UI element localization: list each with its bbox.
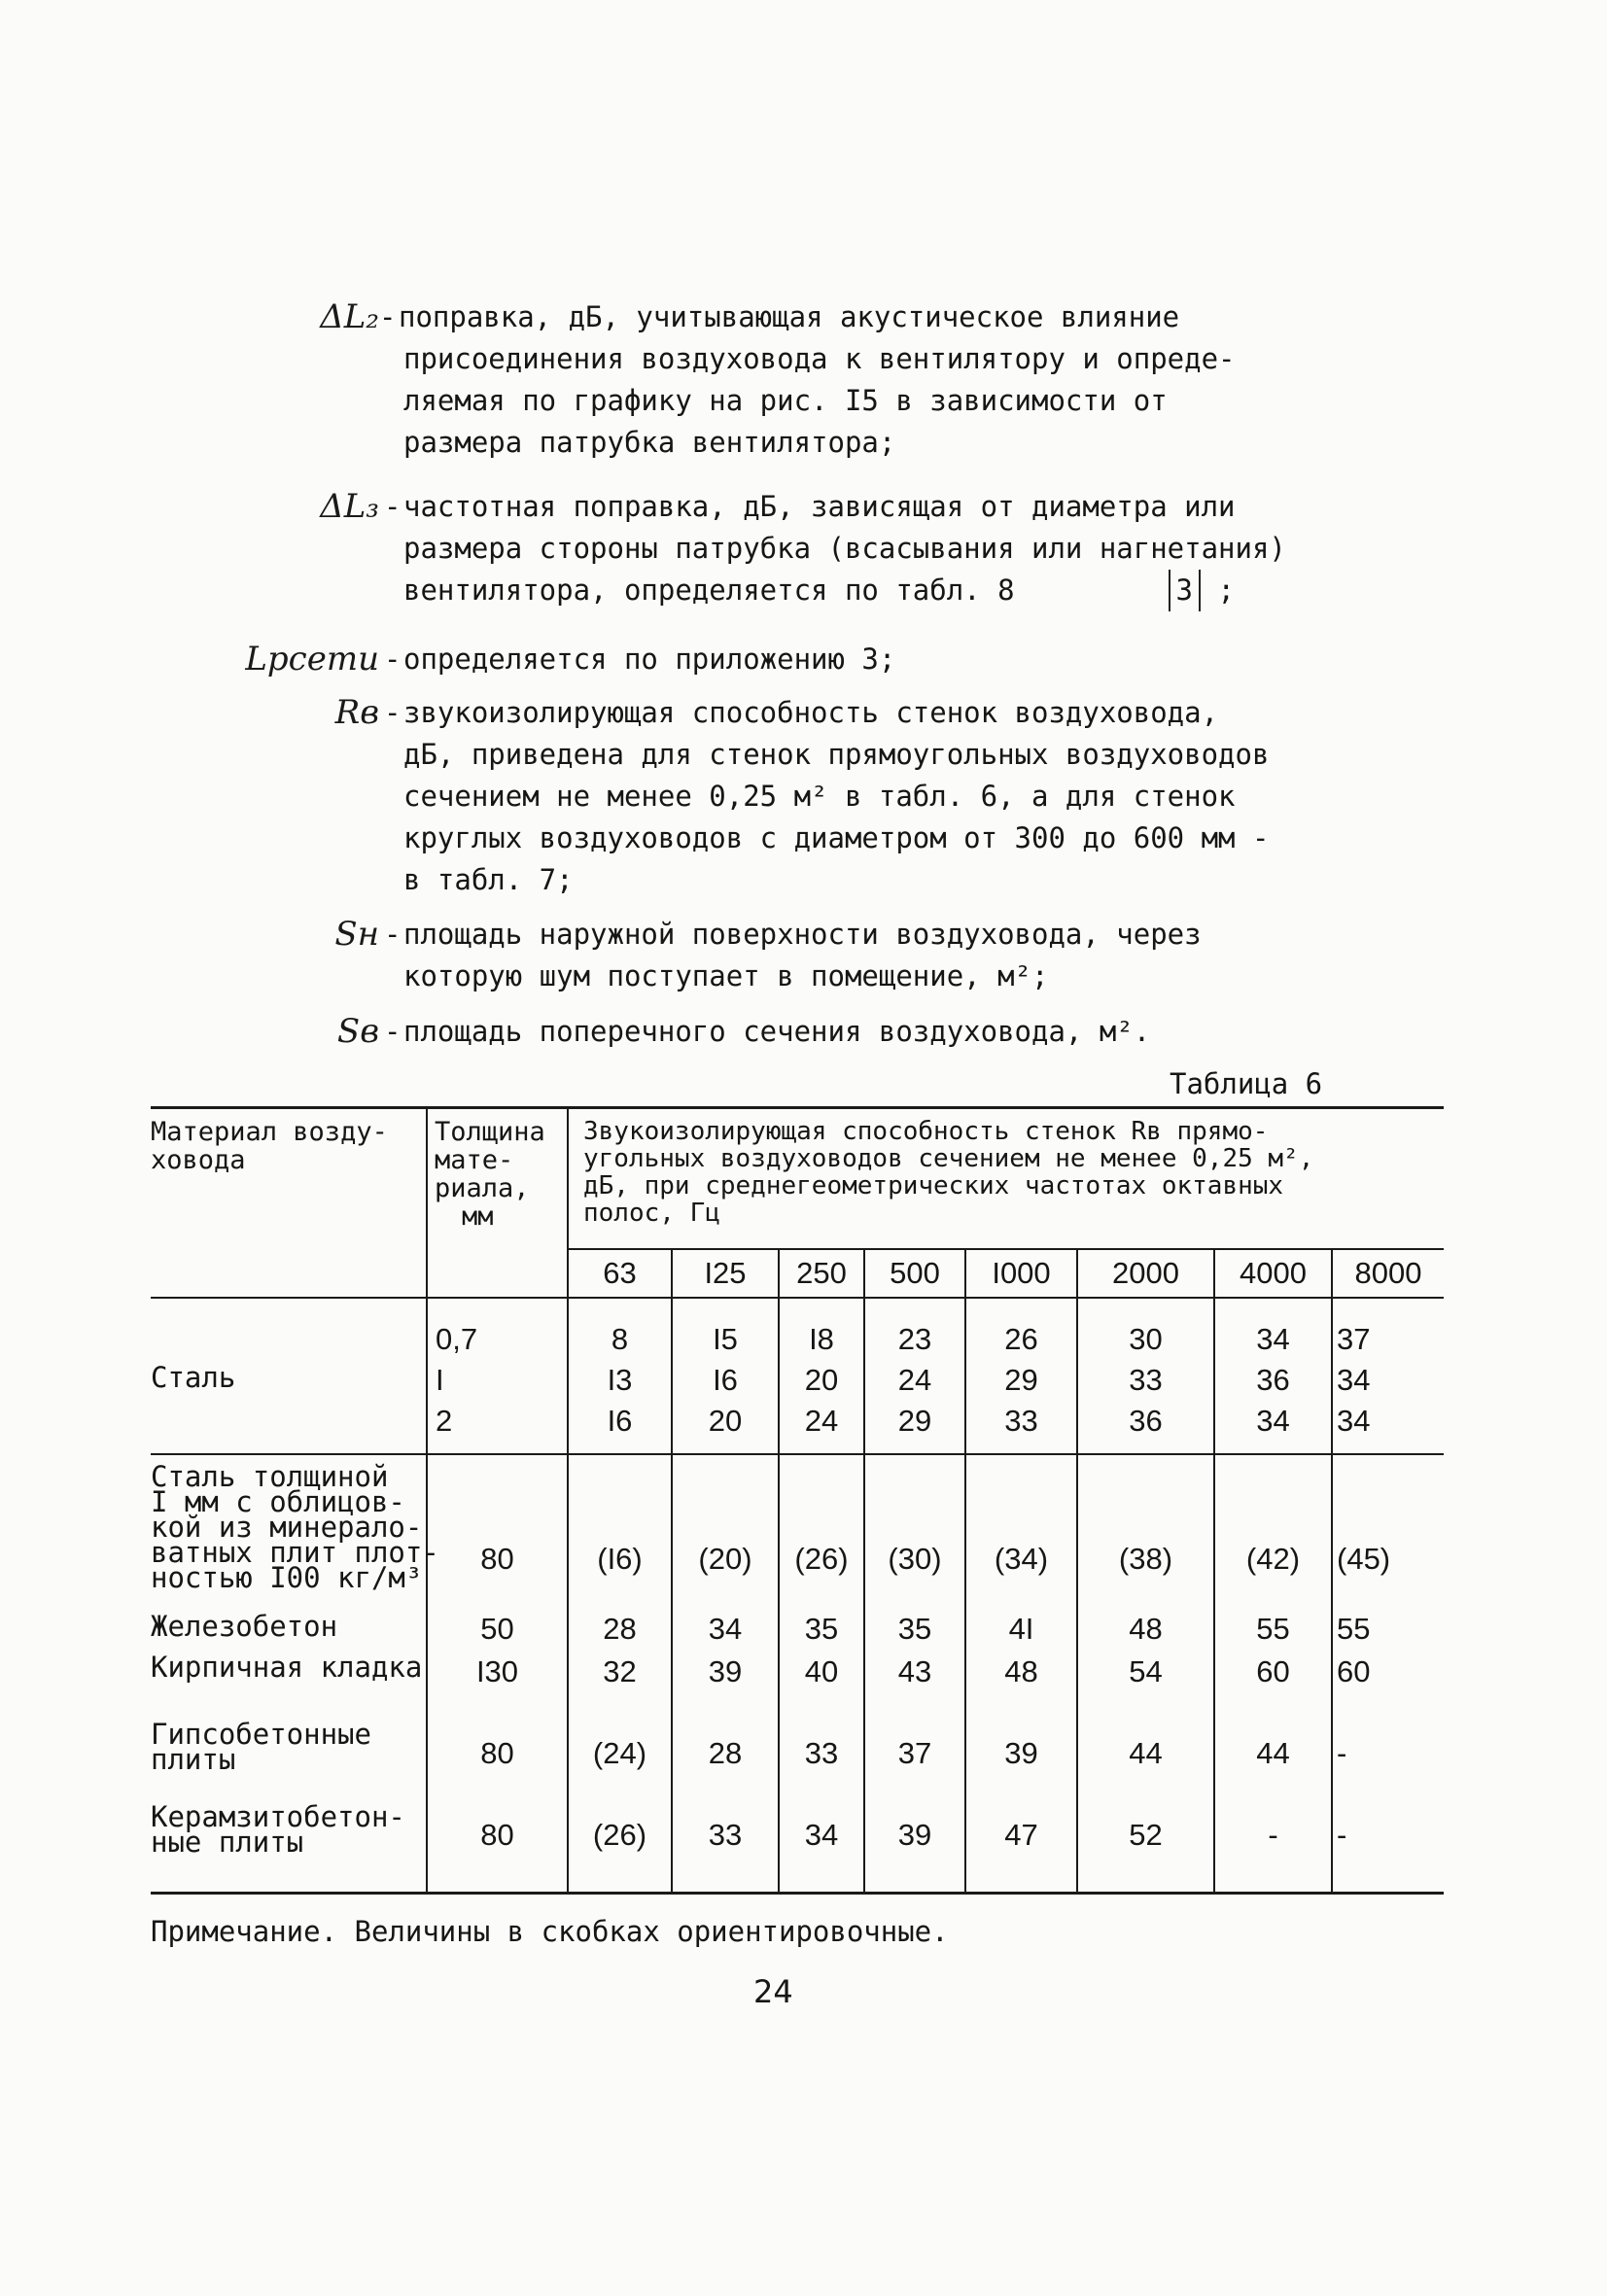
- frequency-cell: I25: [704, 1256, 747, 1290]
- table-note: Примечание. Величины в скобках ориентировочные.: [151, 1915, 949, 1948]
- text-line: звукоизолирующая способность стенок воздуховода,: [403, 696, 1219, 729]
- reference-bracket: 3: [1169, 570, 1201, 611]
- text-line: плиты: [151, 1743, 236, 1776]
- page-number: 24: [753, 1973, 793, 2010]
- value-cell: 60: [1337, 1654, 1371, 1688]
- text-line: Железобетон: [151, 1610, 338, 1643]
- value-cell: 60: [1256, 1654, 1290, 1688]
- value-cell: 33: [804, 1736, 839, 1770]
- value-cell: (26): [592, 1818, 647, 1852]
- material-name: [151, 1610, 433, 1643]
- definition-text: [399, 296, 1371, 464]
- text-line: мм: [462, 1201, 494, 1232]
- material-name: [151, 1800, 433, 1859]
- value-cell: 33: [1004, 1404, 1038, 1438]
- material-name: [151, 1651, 433, 1684]
- value-cell: I6: [607, 1404, 633, 1438]
- text-line: Звукоизолирующая способность стенок Rв прямо-: [583, 1117, 1269, 1146]
- value-cell: 37: [1337, 1322, 1371, 1356]
- text-line: мате-: [435, 1145, 514, 1175]
- text-line: Кирпичная кладка: [151, 1651, 423, 1684]
- value-cell: 4I: [1008, 1612, 1034, 1646]
- thickness-cell: 80: [480, 1736, 514, 1770]
- dash: -: [384, 643, 402, 676]
- value-cell: 34: [1337, 1404, 1371, 1438]
- text-line: ватных плит плот-: [151, 1536, 439, 1569]
- rule-steel-bottom: [151, 1453, 1444, 1455]
- symbol: Sн: [334, 915, 379, 954]
- material-steel: Сталь: [151, 1361, 236, 1394]
- value-cell: 24: [897, 1363, 932, 1397]
- value-cell: (42): [1245, 1542, 1301, 1576]
- value-cell: 48: [1004, 1654, 1038, 1688]
- frequency-cell: 8000: [1354, 1256, 1422, 1290]
- dash: -: [384, 1015, 402, 1048]
- value-cell: 55: [1337, 1612, 1371, 1646]
- text-line: Толщина: [435, 1117, 545, 1147]
- text-line: ностью I00 кг/м³: [151, 1561, 423, 1594]
- text-line: угольных воздуховодов сечением не менее 0,25 м²,: [583, 1144, 1314, 1173]
- rule-bottom: [151, 1892, 1444, 1895]
- value-cell: 8: [611, 1322, 629, 1356]
- value-cell: 34: [708, 1612, 743, 1646]
- text-line: которую шум поступает в помещение, м²;: [403, 959, 1049, 992]
- text-segment: ;: [1217, 574, 1235, 607]
- value-cell: 34: [1337, 1363, 1371, 1397]
- text-line: размера патрубка вентилятора;: [403, 426, 896, 459]
- text-line: круглых воздуховодов с диаметром от 300 до 600 мм -: [403, 821, 1270, 854]
- dash: -: [384, 490, 402, 523]
- value-cell: 44: [1256, 1736, 1290, 1770]
- value-cell: 30: [1129, 1322, 1163, 1356]
- value-cell: 33: [708, 1818, 743, 1852]
- text-line: сечением не менее 0,25 м² в табл. 6, а для стенок: [403, 780, 1236, 813]
- thickness-cell: 0,7: [436, 1322, 478, 1356]
- thickness-cell: 2: [436, 1404, 453, 1438]
- material-name: [151, 1460, 439, 1594]
- text-segment: вентилятора, определяется по табл. 8: [403, 574, 1015, 607]
- value-cell: 34: [1256, 1322, 1290, 1356]
- rule-col-insulation: [567, 1106, 569, 1894]
- value-cell: 35: [897, 1612, 932, 1646]
- text-line: ховода: [151, 1145, 246, 1175]
- text-line: риала,: [435, 1173, 530, 1203]
- text-line: I мм с облицов-: [151, 1485, 405, 1518]
- dash: -: [384, 696, 402, 729]
- thickness-cell: I: [436, 1363, 444, 1397]
- value-cell: 26: [1004, 1322, 1038, 1356]
- value-cell: -: [1268, 1818, 1278, 1852]
- value-cell: 28: [603, 1612, 637, 1646]
- symbol: ΔL₃: [320, 487, 379, 526]
- value-cell: (38): [1118, 1542, 1173, 1576]
- value-cell: 55: [1256, 1612, 1290, 1646]
- value-cell: -: [1337, 1818, 1347, 1852]
- frequency-cell: I000: [992, 1256, 1051, 1290]
- value-cell: I6: [713, 1363, 738, 1397]
- thickness-cell: 80: [480, 1542, 514, 1576]
- text-line: площадь поперечного сечения воздуховода, м².: [403, 1015, 1151, 1048]
- text-line: частотная поправка, дБ, зависящая от диаметра или: [403, 490, 1236, 523]
- definition-text: [403, 914, 1376, 997]
- value-cell: 24: [804, 1404, 839, 1438]
- value-cell: 35: [804, 1612, 839, 1646]
- value-cell: (24): [592, 1736, 647, 1770]
- text-line: в табл. 7;: [403, 863, 574, 896]
- frequency-cell: 250: [796, 1256, 847, 1290]
- value-cell: 36: [1256, 1363, 1290, 1397]
- value-cell: 32: [603, 1654, 637, 1688]
- thickness-cell: I30: [475, 1654, 519, 1688]
- value-cell: 34: [804, 1818, 839, 1852]
- value-cell: (30): [888, 1542, 942, 1576]
- value-cell: 52: [1129, 1818, 1163, 1852]
- value-cell: 54: [1129, 1654, 1163, 1688]
- sound-insulation-table: [151, 1106, 1444, 1903]
- text-line: кой из минерало-: [151, 1511, 423, 1544]
- rule-frequencies-top: [567, 1248, 1444, 1250]
- value-cell: (45): [1337, 1542, 1391, 1576]
- thickness-cell: 80: [480, 1818, 514, 1852]
- definition-text: [403, 1011, 1376, 1053]
- dash: -: [384, 918, 402, 951]
- value-cell: 43: [897, 1654, 932, 1688]
- value-cell: 29: [1004, 1363, 1038, 1397]
- definition-text: [403, 486, 1376, 611]
- rule-top: [151, 1106, 1444, 1109]
- value-cell: 23: [897, 1322, 932, 1356]
- table-caption: Таблица 6: [1170, 1067, 1323, 1100]
- text-line: поправка, дБ, учитывающая акустическое влияние: [399, 300, 1180, 333]
- value-cell: 36: [1129, 1404, 1163, 1438]
- rule-header-bottom: [151, 1297, 1444, 1299]
- text-line: ляемая по графику на рис. I5 в зависимости от: [403, 384, 1168, 417]
- text-line: площадь наружной поверхности воздуховода, через: [403, 918, 1202, 951]
- frequency-cell: 2000: [1112, 1256, 1179, 1290]
- value-cell: 39: [1004, 1736, 1038, 1770]
- value-cell: -: [1337, 1736, 1347, 1770]
- text-line: присоединения воздуховода к вентилятору и опреде-: [403, 342, 1236, 375]
- value-cell: 28: [708, 1736, 743, 1770]
- value-cell: 34: [1256, 1404, 1290, 1438]
- value-cell: (I6): [597, 1542, 643, 1576]
- text-line: дБ, приведена для стенок прямоугольных воздуховодов: [403, 738, 1270, 771]
- text-line: размера стороны патрубка (всасывания или нагнетания): [403, 532, 1286, 565]
- header-insulation: [583, 1118, 1439, 1227]
- symbol: Rв: [334, 693, 379, 732]
- value-cell: I3: [607, 1363, 633, 1397]
- value-cell: I8: [809, 1322, 834, 1356]
- value-cell: (26): [794, 1542, 849, 1576]
- frequency-cell: 500: [890, 1256, 940, 1290]
- value-cell: 48: [1129, 1612, 1163, 1646]
- text-line: определяется по приложению 3;: [403, 643, 896, 676]
- text-line: Материал возду-: [151, 1117, 388, 1147]
- text-line: Сталь толщиной: [151, 1460, 389, 1493]
- value-cell: 44: [1129, 1736, 1163, 1770]
- frequency-cell: 4000: [1240, 1256, 1307, 1290]
- symbol: Sв: [336, 1012, 379, 1051]
- text-line: Керамзитобетон-: [151, 1800, 405, 1833]
- value-cell: 40: [804, 1654, 839, 1688]
- symbol: ΔL₂: [320, 297, 379, 336]
- value-cell: 29: [897, 1404, 932, 1438]
- text-line: [403, 570, 1376, 611]
- value-cell: 33: [1129, 1363, 1163, 1397]
- material-name: [151, 1718, 433, 1776]
- definition-text: [403, 692, 1376, 901]
- text-line: ные плиты: [151, 1826, 304, 1859]
- value-cell: 37: [897, 1736, 932, 1770]
- text-line: Гипсобетонные: [151, 1718, 371, 1751]
- value-cell: 20: [708, 1404, 743, 1438]
- value-cell: 39: [897, 1818, 932, 1852]
- text-line: полос, Гц: [583, 1199, 720, 1228]
- definition-text: [403, 639, 1376, 680]
- value-cell: 39: [708, 1654, 743, 1688]
- frequency-cell: 63: [603, 1256, 637, 1290]
- dash: -: [379, 300, 397, 333]
- header-thickness: [435, 1118, 566, 1231]
- header-material: [151, 1118, 423, 1174]
- text-line: дБ, при среднегеометрических частотах октавных: [583, 1171, 1284, 1200]
- value-cell: (20): [698, 1542, 752, 1576]
- thickness-cell: 50: [480, 1612, 514, 1646]
- value-cell: I5: [713, 1322, 738, 1356]
- value-cell: 47: [1004, 1818, 1038, 1852]
- value-cell: 20: [804, 1363, 839, 1397]
- value-cell: (34): [994, 1542, 1049, 1576]
- symbol: Lрсети: [245, 640, 379, 678]
